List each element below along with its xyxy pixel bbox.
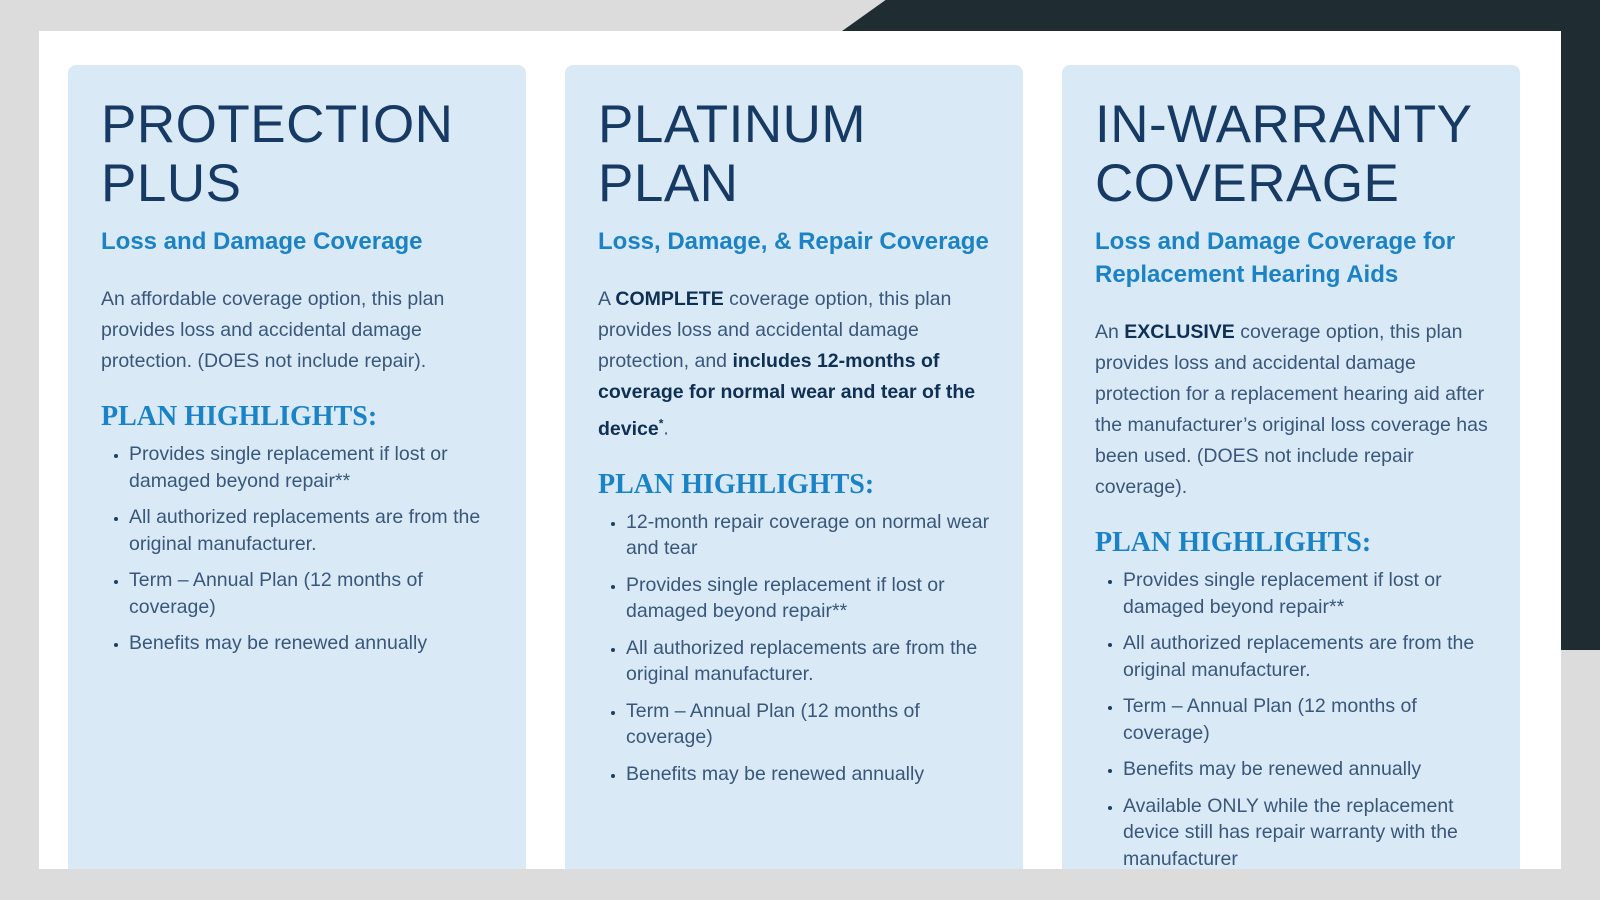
plan-title-line-2: PLAN (598, 154, 739, 213)
plan-title-line-1: PLATINUM (598, 95, 867, 154)
plan-description (598, 284, 993, 445)
plan-highlights-list (598, 509, 993, 788)
plan-title-line-2: COVERAGE (1095, 154, 1400, 213)
plan-subtitle: Loss, Damage, & Repair Coverage (598, 228, 989, 255)
description-text: coverage option, this plan provides loss and accidental damage protection, and (598, 288, 952, 372)
description-emphasis: EXCLUSIVE (1124, 321, 1235, 343)
plan-title (1095, 95, 1490, 213)
plan-card-platinum-plan (565, 65, 1023, 869)
plan-card-in-warranty-coverage (1062, 65, 1520, 869)
description-text: coverage option, this plan provides loss and accidental damage protection for a replacement hearing aid after the manufacturer’s original loss coverage has been used. (DOES not include repair coverage). (1095, 321, 1488, 498)
description-text: . (663, 417, 669, 440)
plans-sheet (39, 31, 1561, 869)
highlight-item: • Provides single replacement if lost or damaged beyond repair** (129, 441, 496, 494)
plan-description: An affordable coverage option, this plan provides loss and accidental damage protection. (DOES not include repair). (101, 288, 445, 372)
plan-highlights-heading: PLAN HIGHLIGHTS: (101, 401, 378, 432)
plan-subtitle: Loss and Damage Coverage (101, 228, 423, 255)
highlight-item: • Provides single replacement if lost or damaged beyond repair** (626, 572, 993, 625)
plan-title (598, 95, 993, 213)
highlight-item: • Provides single replacement if lost or damaged beyond repair** (1123, 567, 1490, 620)
highlight-item: • Term – Annual Plan (12 months of coverage) (626, 698, 993, 751)
plan-highlights-heading: PLAN HIGHLIGHTS: (1095, 527, 1372, 558)
plan-title-line-1: IN-WARRANTY (1095, 95, 1473, 154)
description-emphasis-text: includes 12-months of coverage for normal wear and tear of the device (598, 350, 976, 440)
plan-highlights-heading: PLAN HIGHLIGHTS: (598, 468, 875, 500)
footnote-marker: * (658, 416, 664, 430)
plan-card-protection-plus (68, 65, 526, 869)
highlight-item: • Term – Annual Plan (12 months of coverage) (1123, 693, 1490, 746)
plan-description (1095, 317, 1490, 503)
highlight-item: • Benefits may be renewed annually (626, 761, 993, 788)
highlight-item: • 12-month repair coverage on normal wear and tear (626, 509, 993, 562)
highlight-item: • All authorized replacements are from the original manufacturer. (129, 504, 496, 557)
highlight-item: • Available ONLY while the replacement device still has repair warranty with the manufacturer (1123, 793, 1490, 870)
highlight-item: • All authorized replacements are from the original manufacturer. (1123, 630, 1490, 683)
highlight-item: • All authorized replacements are from the original manufacturer. (626, 635, 993, 688)
plan-title (101, 95, 496, 213)
highlight-item: • Term – Annual Plan (12 months of coverage) (129, 567, 496, 620)
plan-subtitle: Loss and Damage Coverage for Replacement Hearing Aids (1095, 228, 1456, 288)
highlight-item: • Benefits may be renewed annually (129, 630, 496, 657)
plan-highlights-list (1095, 567, 1490, 869)
plan-title-line-2: PLUS (101, 154, 242, 213)
description-text: A (598, 288, 616, 310)
description-text: An (1095, 321, 1125, 343)
highlight-item: • Benefits may be renewed annually (1123, 756, 1490, 783)
plan-highlights-list (101, 441, 496, 657)
plan-title-line-1: PROTECTION (101, 95, 454, 154)
description-emphasis: COMPLETE (615, 288, 724, 310)
